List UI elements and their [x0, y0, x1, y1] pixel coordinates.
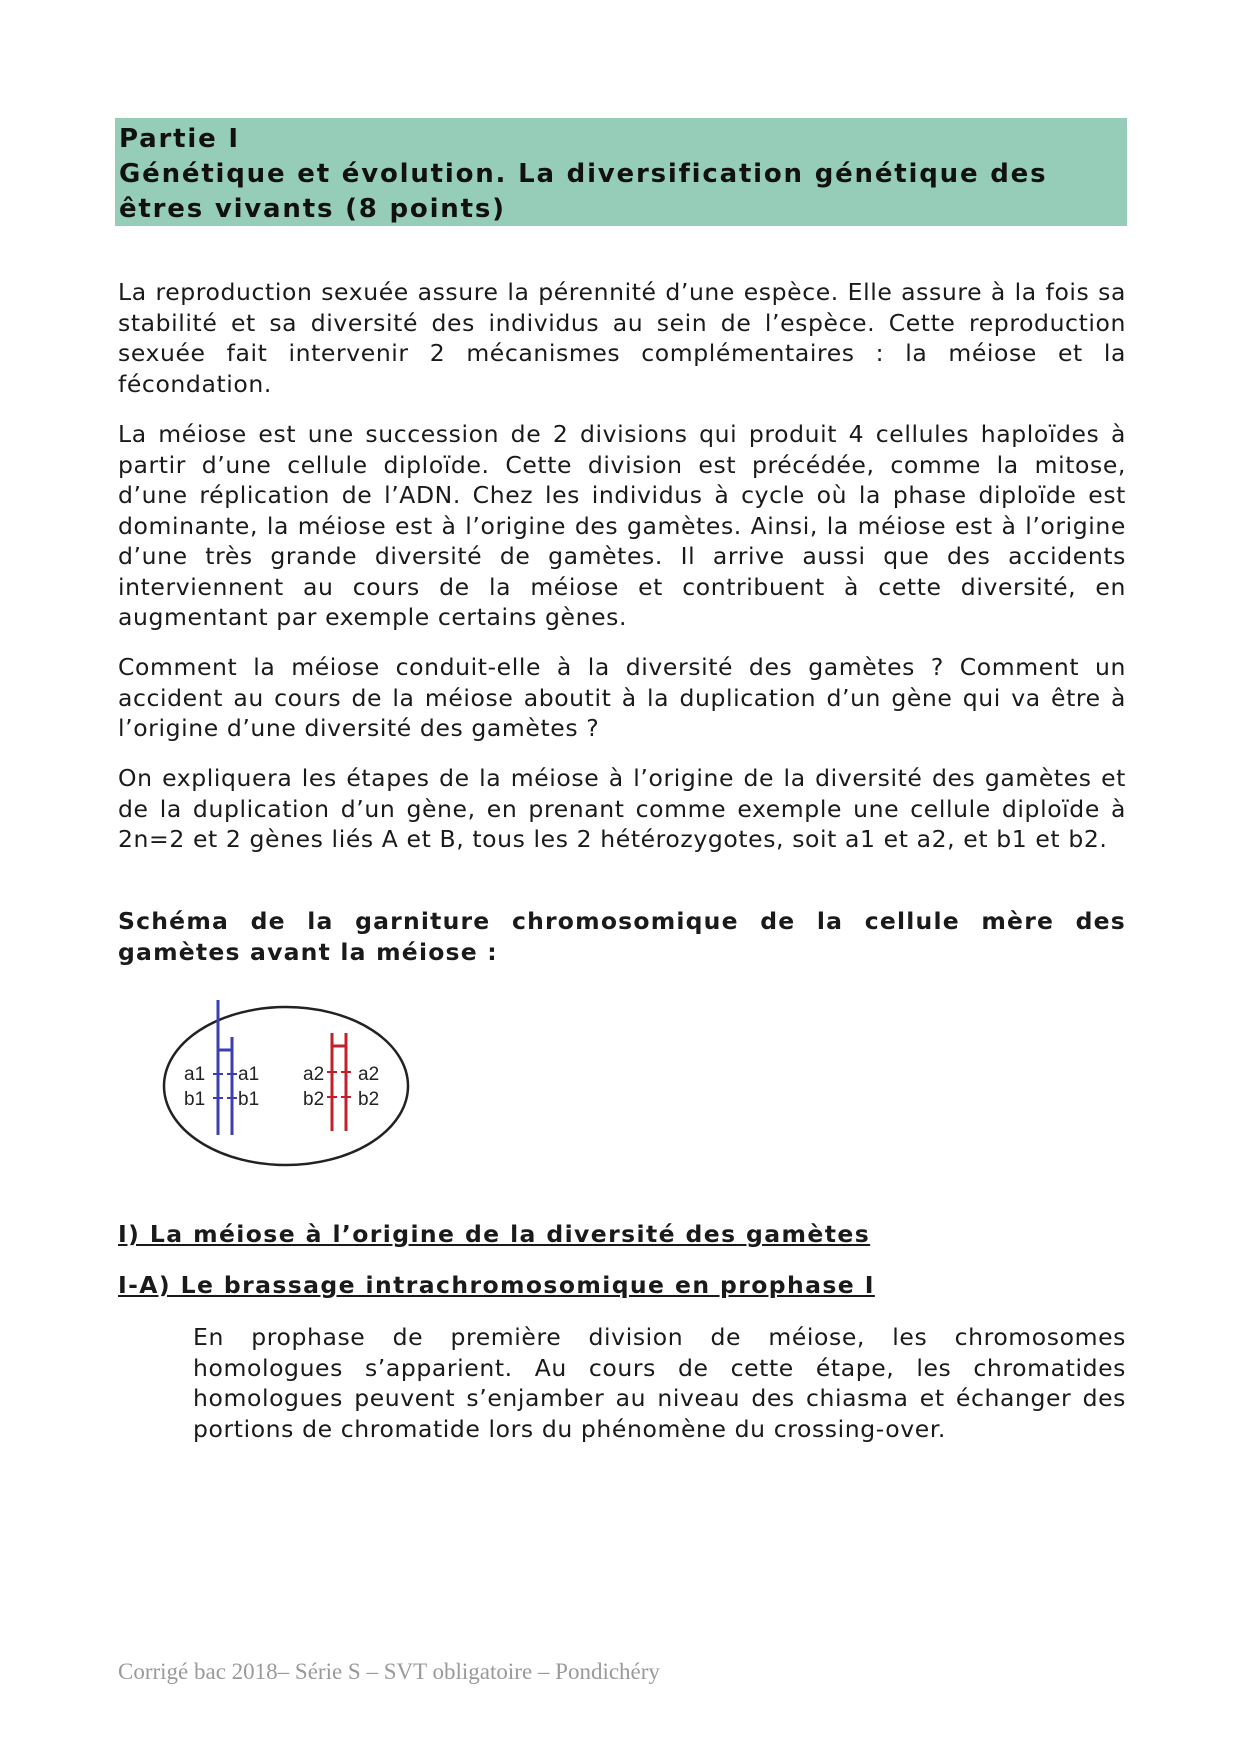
intro-paragraph-2: La méiose est une succession de 2 divisions qui produit 4 cellules haploïdes à partir d’une cellule diploïde. Cette division est précédée, comme la mitose, d’une réplication de l’ADN. Chez les individus à cycle où la phase diploïde est dominante, la méiose est à l’origine des gamètes. Ainsi, la méiose est à l’origine d’une très grande diversité de gamètes. Il arrive aussi que des accidents interviennent au cours de la méiose et contribuent à cette diversité, en augmentant par exemple certains gènes. [118, 420, 1126, 631]
header-title-line1: Génétique et évolution. La diversification génétique des [119, 159, 1048, 189]
section-1-heading: I) La méiose à l’origine de la diversité des gamètes [118, 1220, 871, 1248]
question-paragraph: Comment la méiose conduit-elle à la diversité des gamètes ? Comment un accident au cours de la méiose aboutit à la duplication d’un gène qui va être à l’origine d’une diversité des gamètes ? [118, 653, 1126, 742]
chromosome-diagram [160, 1000, 430, 1170]
allele-label: b2 [358, 1089, 380, 1110]
allele-label: a1 [184, 1064, 206, 1085]
section-1a-heading: I-A) Le brassage intrachromosomique en prophase I [118, 1271, 875, 1299]
instruction-paragraph: On expliquera les étapes de la méiose à l’origine de la diversité des gamètes et de la duplication d’un gène, en prenant comme exemple une cellule diploïde à 2n=2 et 2 gènes liés A et B, tous les 2 hétérozygotes, soit a1 et a2, et b1 et b2. [118, 764, 1126, 853]
allele-label: b1 [184, 1089, 206, 1110]
page-footer: Corrigé bac 2018– Série S – SVT obligatoire – Pondichéry [118, 1659, 660, 1684]
blue-chromosome [213, 1000, 237, 1135]
allele-label: b2 [303, 1089, 325, 1110]
schema-title: Schéma de la garniture chromosomique de la cellule mère des gamètes avant la méiose : [118, 907, 1126, 966]
red-chromosome [327, 1033, 351, 1131]
section-1a-text: En prophase de première division de méiose, les chromosomes homologues s’apparient. Au cours de cette étape, les chromatides homologues peuvent s’enjamber au niveau des chiasma et échanger des portions de chromatide lors du phénomène du crossing-over. [193, 1323, 1126, 1443]
allele-label: a2 [303, 1064, 325, 1085]
cell-membrane [164, 1007, 408, 1165]
allele-label: a2 [358, 1064, 380, 1085]
allele-label: b1 [238, 1089, 260, 1110]
intro-paragraph-1: La reproduction sexuée assure la pérennité d’une espèce. Elle assure à la fois sa stabilité et sa diversité des individus au sein de l’espèce. Cette reproduction sexuée fait intervenir 2 mécanismes complémentaires : la méiose et la fécondation. [118, 278, 1126, 398]
allele-label: a1 [238, 1064, 260, 1085]
part-label: Partie I [119, 124, 240, 154]
section-header [115, 118, 1127, 226]
header-title-line2: êtres vivants (8 points) [119, 194, 506, 224]
